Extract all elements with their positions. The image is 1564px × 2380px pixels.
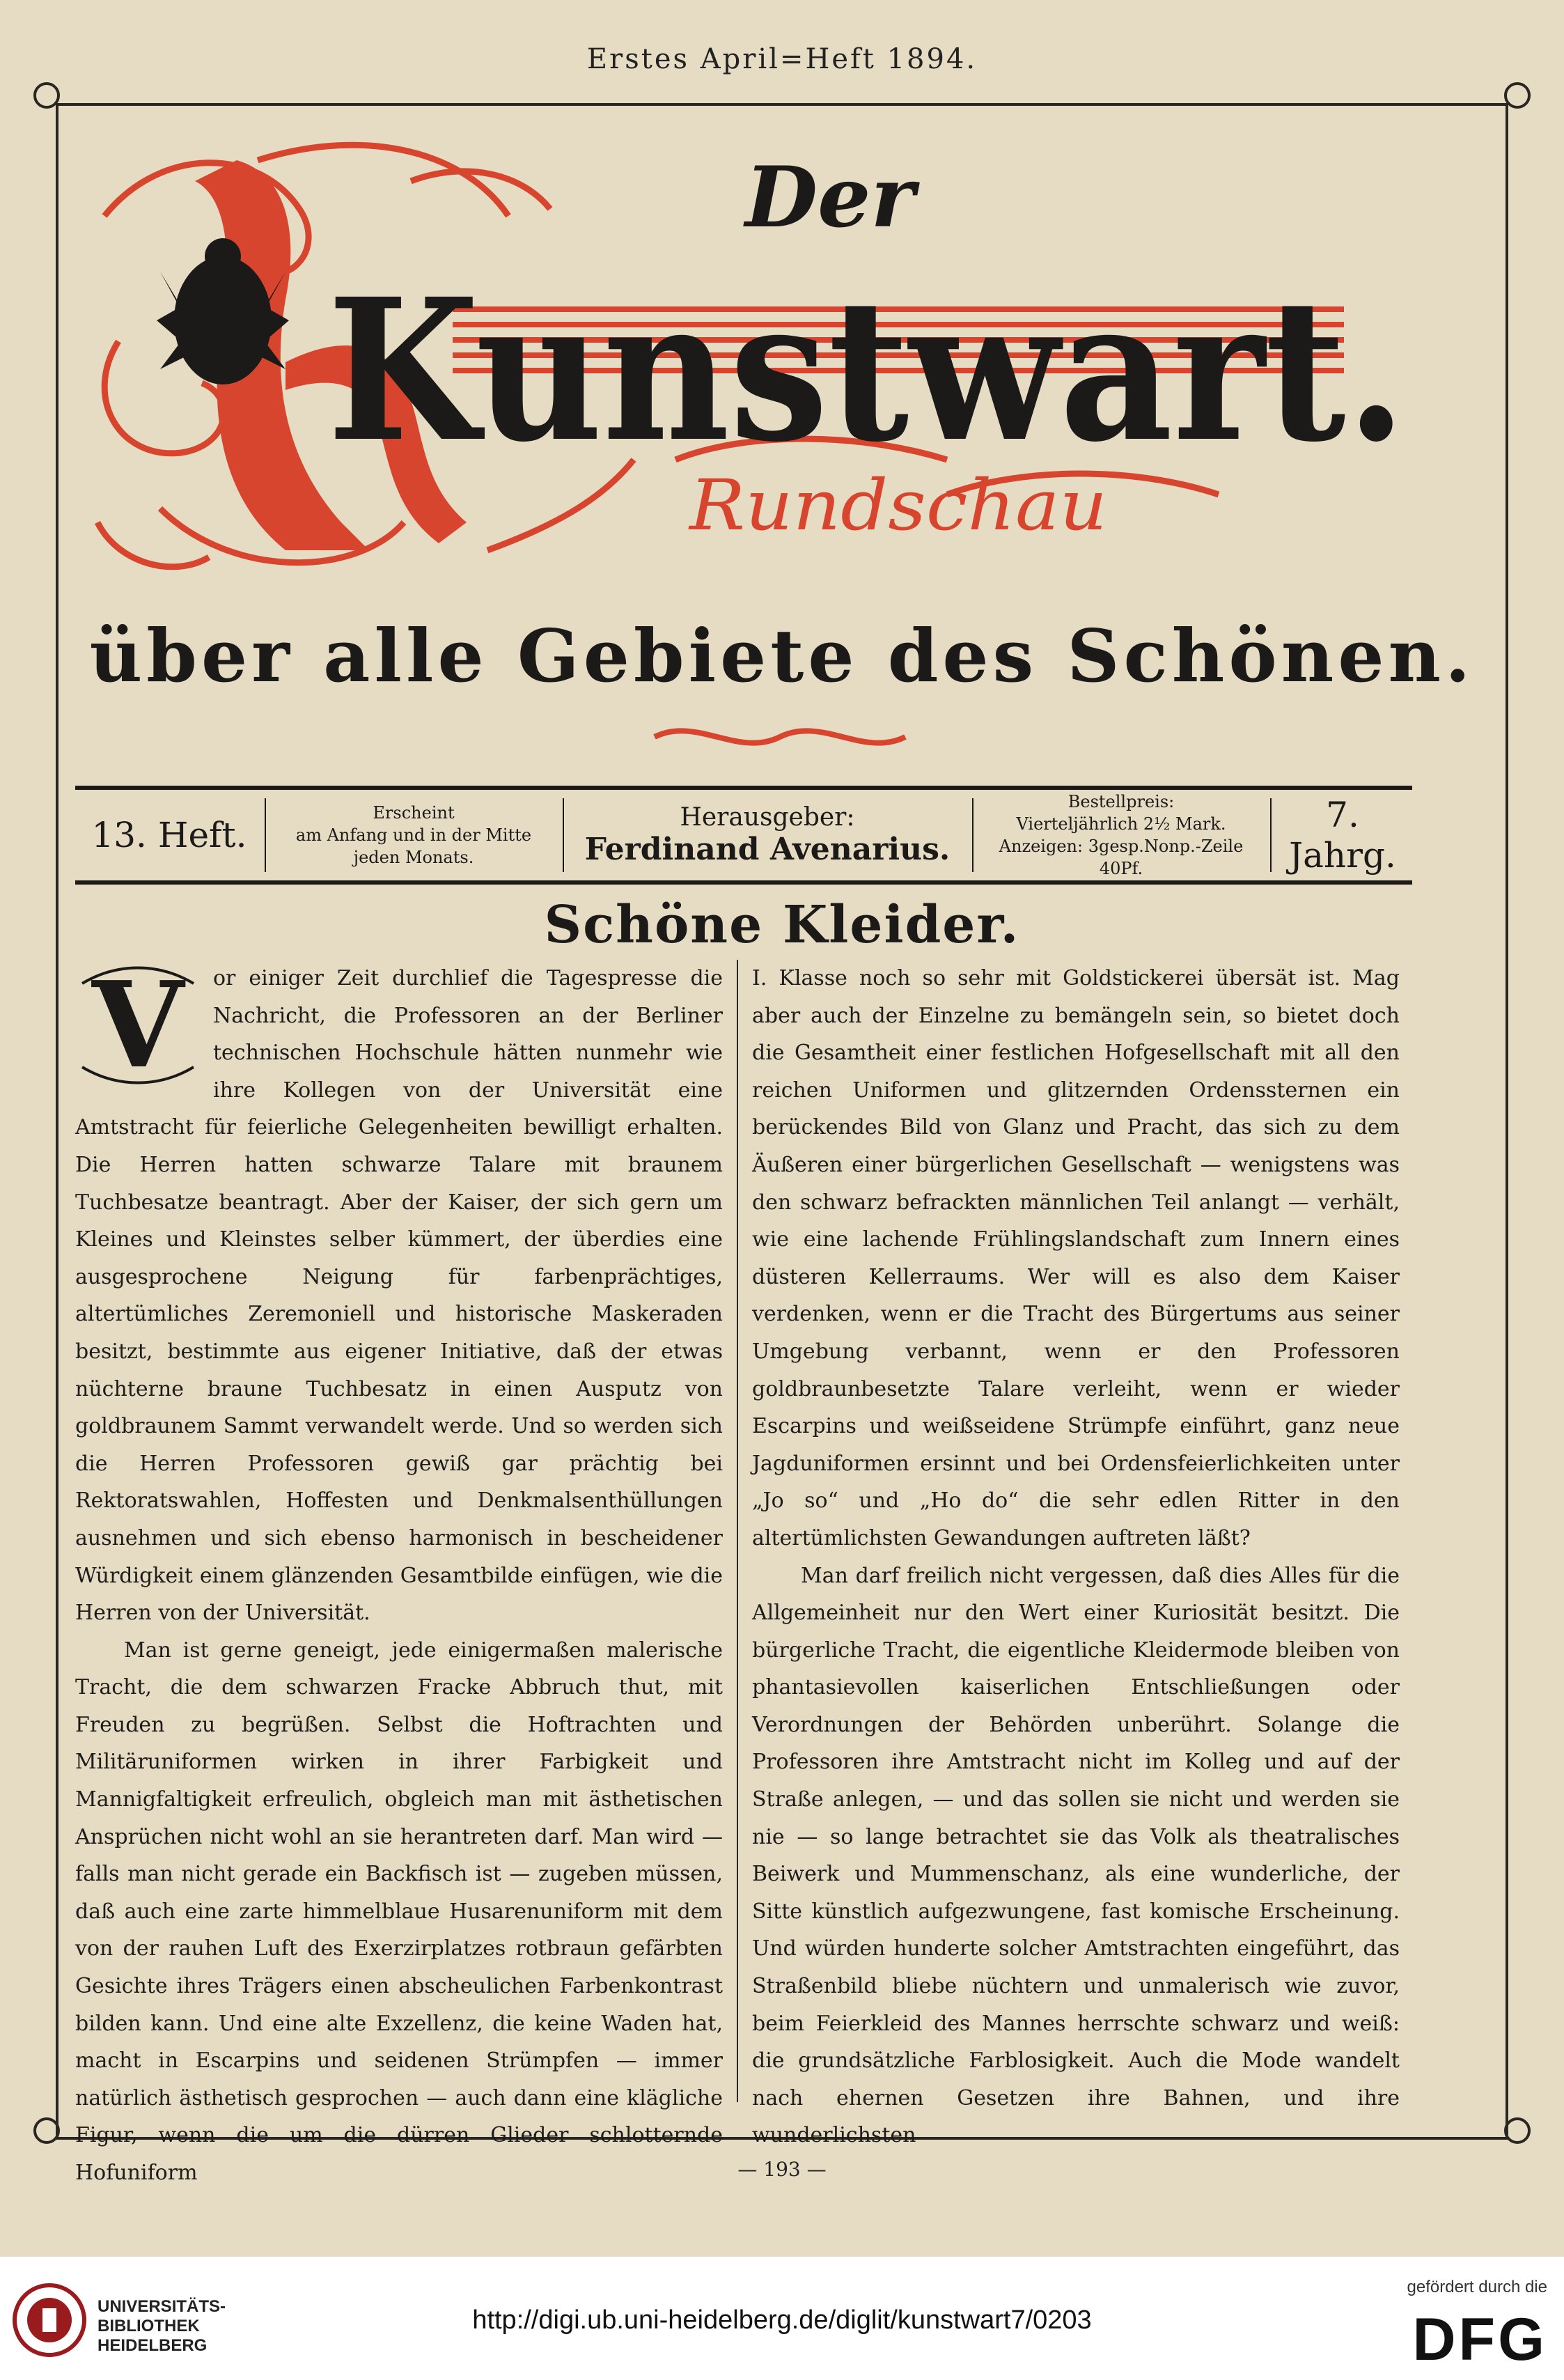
info-separator <box>972 798 973 872</box>
masthead-tagline: über alle Gebiete des Schönen. <box>89 613 1475 699</box>
frame-right-rule <box>1506 103 1508 2140</box>
funded-by-label: gefördert durch die <box>1407 2278 1547 2296</box>
issue-info-bar <box>75 786 1412 885</box>
paragraph: Man ist gerne geneigt, jede einigermaßen malerische Tracht, die dem schwarzen Fracke Abbruch thut, mit Freuden zu begrüßen. Selbst die Hoftrachten und Militäruniformen wirken in ihrer Farbigkeit und Mannigfaltigkeit erfreulich, obgleich man mit ästhetischen Ansprüchen nicht wohl an sie herantreten darf. Man wird — falls man nicht gerade ein Backfisch ist — zugeben müssen, daß auch eine zarte himmelblaue Husarenuniform mit dem von der rauhen Luft des Exerzirplatzes rotbraun gefärbten Gesichte ihres Trägers einen abscheulichen Farbenkontrast bilden kann. Und eine alte Exzellenz, die keine Waden hat, macht in Escarpins und seidenen Strümpfen — immer natürlich ästhetisch gesprochen — auch dann eine klägliche Figur, wenn die um die dürren Glieder schlotternde Hofuniform <box>75 1638 723 2185</box>
article-column-left <box>75 956 723 2185</box>
price-line: Vierteljährlich 2½ Mark. <box>1016 814 1226 834</box>
corner-ornament-icon <box>33 82 60 109</box>
appearance-line: am Anfang und in der Mitte <box>295 825 532 845</box>
dropcap-letter: V <box>92 956 184 1095</box>
masthead-article: Der <box>745 148 915 247</box>
masthead <box>77 132 1414 606</box>
appearance-line: jeden Monats. <box>353 848 474 867</box>
funder-logo: DFG <box>1412 2306 1547 2373</box>
institution-line: HEIDELBERG <box>97 2336 208 2355</box>
editor-block <box>565 790 969 880</box>
frame-top-rule <box>56 103 1508 106</box>
appearance-note <box>267 790 560 880</box>
institution-line: UNIVERSITÄTS- <box>97 2297 226 2316</box>
volume-year: 7. Jahrg. <box>1289 795 1396 876</box>
issue-number: 13. Heft. <box>91 815 247 855</box>
info-separator <box>563 798 564 872</box>
article-column-right <box>752 960 1400 2148</box>
column-divider <box>737 960 738 2102</box>
editor-label: Herausgeber: <box>680 803 855 832</box>
article-title: Schöne Kleider. <box>544 895 1020 955</box>
frame-left-rule <box>56 103 58 2140</box>
corner-ornament-icon <box>1504 2117 1531 2144</box>
source-url-link[interactable]: http://digi.ub.uni-heidelberg.de/diglit/kunstwart7/0203 <box>472 2305 1092 2335</box>
masthead-subtitle: Rundschau <box>687 465 1107 546</box>
editor-name: Ferdinand Avenarius. <box>584 832 951 867</box>
page-number: — 193 — <box>737 2158 827 2181</box>
corner-ornament-icon <box>33 2117 60 2144</box>
masthead-title: Kunstwart. <box>327 256 1407 485</box>
digitization-footer <box>0 2257 1564 2380</box>
flourish-ornament-icon <box>641 716 919 758</box>
info-separator <box>265 798 266 872</box>
appearance-line: Erscheint <box>373 803 455 823</box>
institution-line: BIBLIOTHEK <box>97 2317 200 2335</box>
price-line: Anzeigen: 3gesp.Nonp.-Zeile 40Pf. <box>999 837 1244 878</box>
info-separator <box>1270 798 1272 872</box>
price-block <box>975 790 1267 880</box>
paragraph: or einiger Zeit durchlief die Tagespresse die Nachricht, die Professoren an der Berliner technischen Hochschule hätten nunmehr wie ihre Kollegen von der Universität eine Amtstracht für feierliche Gelegenheiten bewilligt erhalten. Die Herren hatten schwarze Talare mit braunem Tuchbesatze beantragt. Aber der Kaiser, der sich gern um Kleines und Kleinstes selber kümmert, der überdies eine ausgesprochene Neigung für farbenprächtiges, altertümliches Zeremoniell und historische Maskeraden besitzt, bestimmte aus eigener Initiative, daß der etwas nüchterne braune Tuchbesatz in einen Ausputz von goldbraunem Sammt verwandelt werde. Und so werden sich die Herren Professoren gewiß gar prächtig bei Rektoratswahlen, Hoffesten und Denkmalsenthüllungen ausnehmen und sich ebenso harmonisch in bescheidener Würdigkeit einem glänzenden Gesamtbilde einfügen, wie die Herren von der Universität. <box>75 966 723 1626</box>
dropcap <box>75 956 201 1095</box>
issue-header: Erstes April=Heft 1894. <box>586 43 978 75</box>
paragraph: I. Klasse noch so sehr mit Goldstickerei übersät ist. Mag aber auch der Einzelne zu bemängeln sein, so bietet doch die Gesamtheit einer festlichen Hofgesellschaft mit all den reichen Uniformen und glitzernden Ordenssternen ein berückendes Bild von Glanz und Pracht, das sich zu dem Äußeren einer bürgerlichen Gesellschaft — wenigstens was den schwarz befrackten männlichen Teil anlangt — verhält, wie eine lachende Frühlingslandschaft zum Innern eines düsteren Kellerraums. Wer will es also dem Kaiser verdenken, wenn er die Tracht des Bürgertums aus seiner Umgebung verbannt, wenn er den Professoren goldbraunbesetzte Talare verleiht, wenn er wieder Escarpins und weißseidene Strümpfe einführt, ganz neue Jagduniformen ersinnt und bei Ordensfeierlichkeiten unter „Jo so“ und „Ho do“ die sehr edlen Ritter in den altertümlichsten Gewandungen auftreten läßt? <box>752 966 1400 1550</box>
corner-ornament-icon <box>1504 82 1531 109</box>
paragraph: Man darf freilich nicht vergessen, daß dies Alles für die Allgemeinheit nur den Wert einer Kuriosität besitzt. Die bürgerliche Tracht, die eigentliche Kleidermode bleiben von phantasievollen kaiserlichen Entschließungen oder Verordnungen der Behörden unberührt. Solange die Professoren ihre Amtstracht nicht im Kolleg und auf der Straße anlegen, — und das sollen sie nicht und werden sie nie — so lange betrachtet sie das Volk als theatralisches Beiwerk und Mummenschanz, als eine wunderliche, der Sitte künstlich aufgezwungene, fast komische Erscheinung. Und würden hunderte solcher Amtstrachten eingeführt, das Straßenbild bliebe nüchtern und unmalerisch wie zuvor, beim Feierkleid des Mannes herrschte schwarz und weiß: die grundsätzliche Farblosigkeit. Auch die Mode wandelt nach ehernen Gesetzen ihre Bahnen, und ihre wunderlichsten <box>752 1563 1400 2148</box>
price-line: Bestellpreis: <box>1068 792 1175 811</box>
